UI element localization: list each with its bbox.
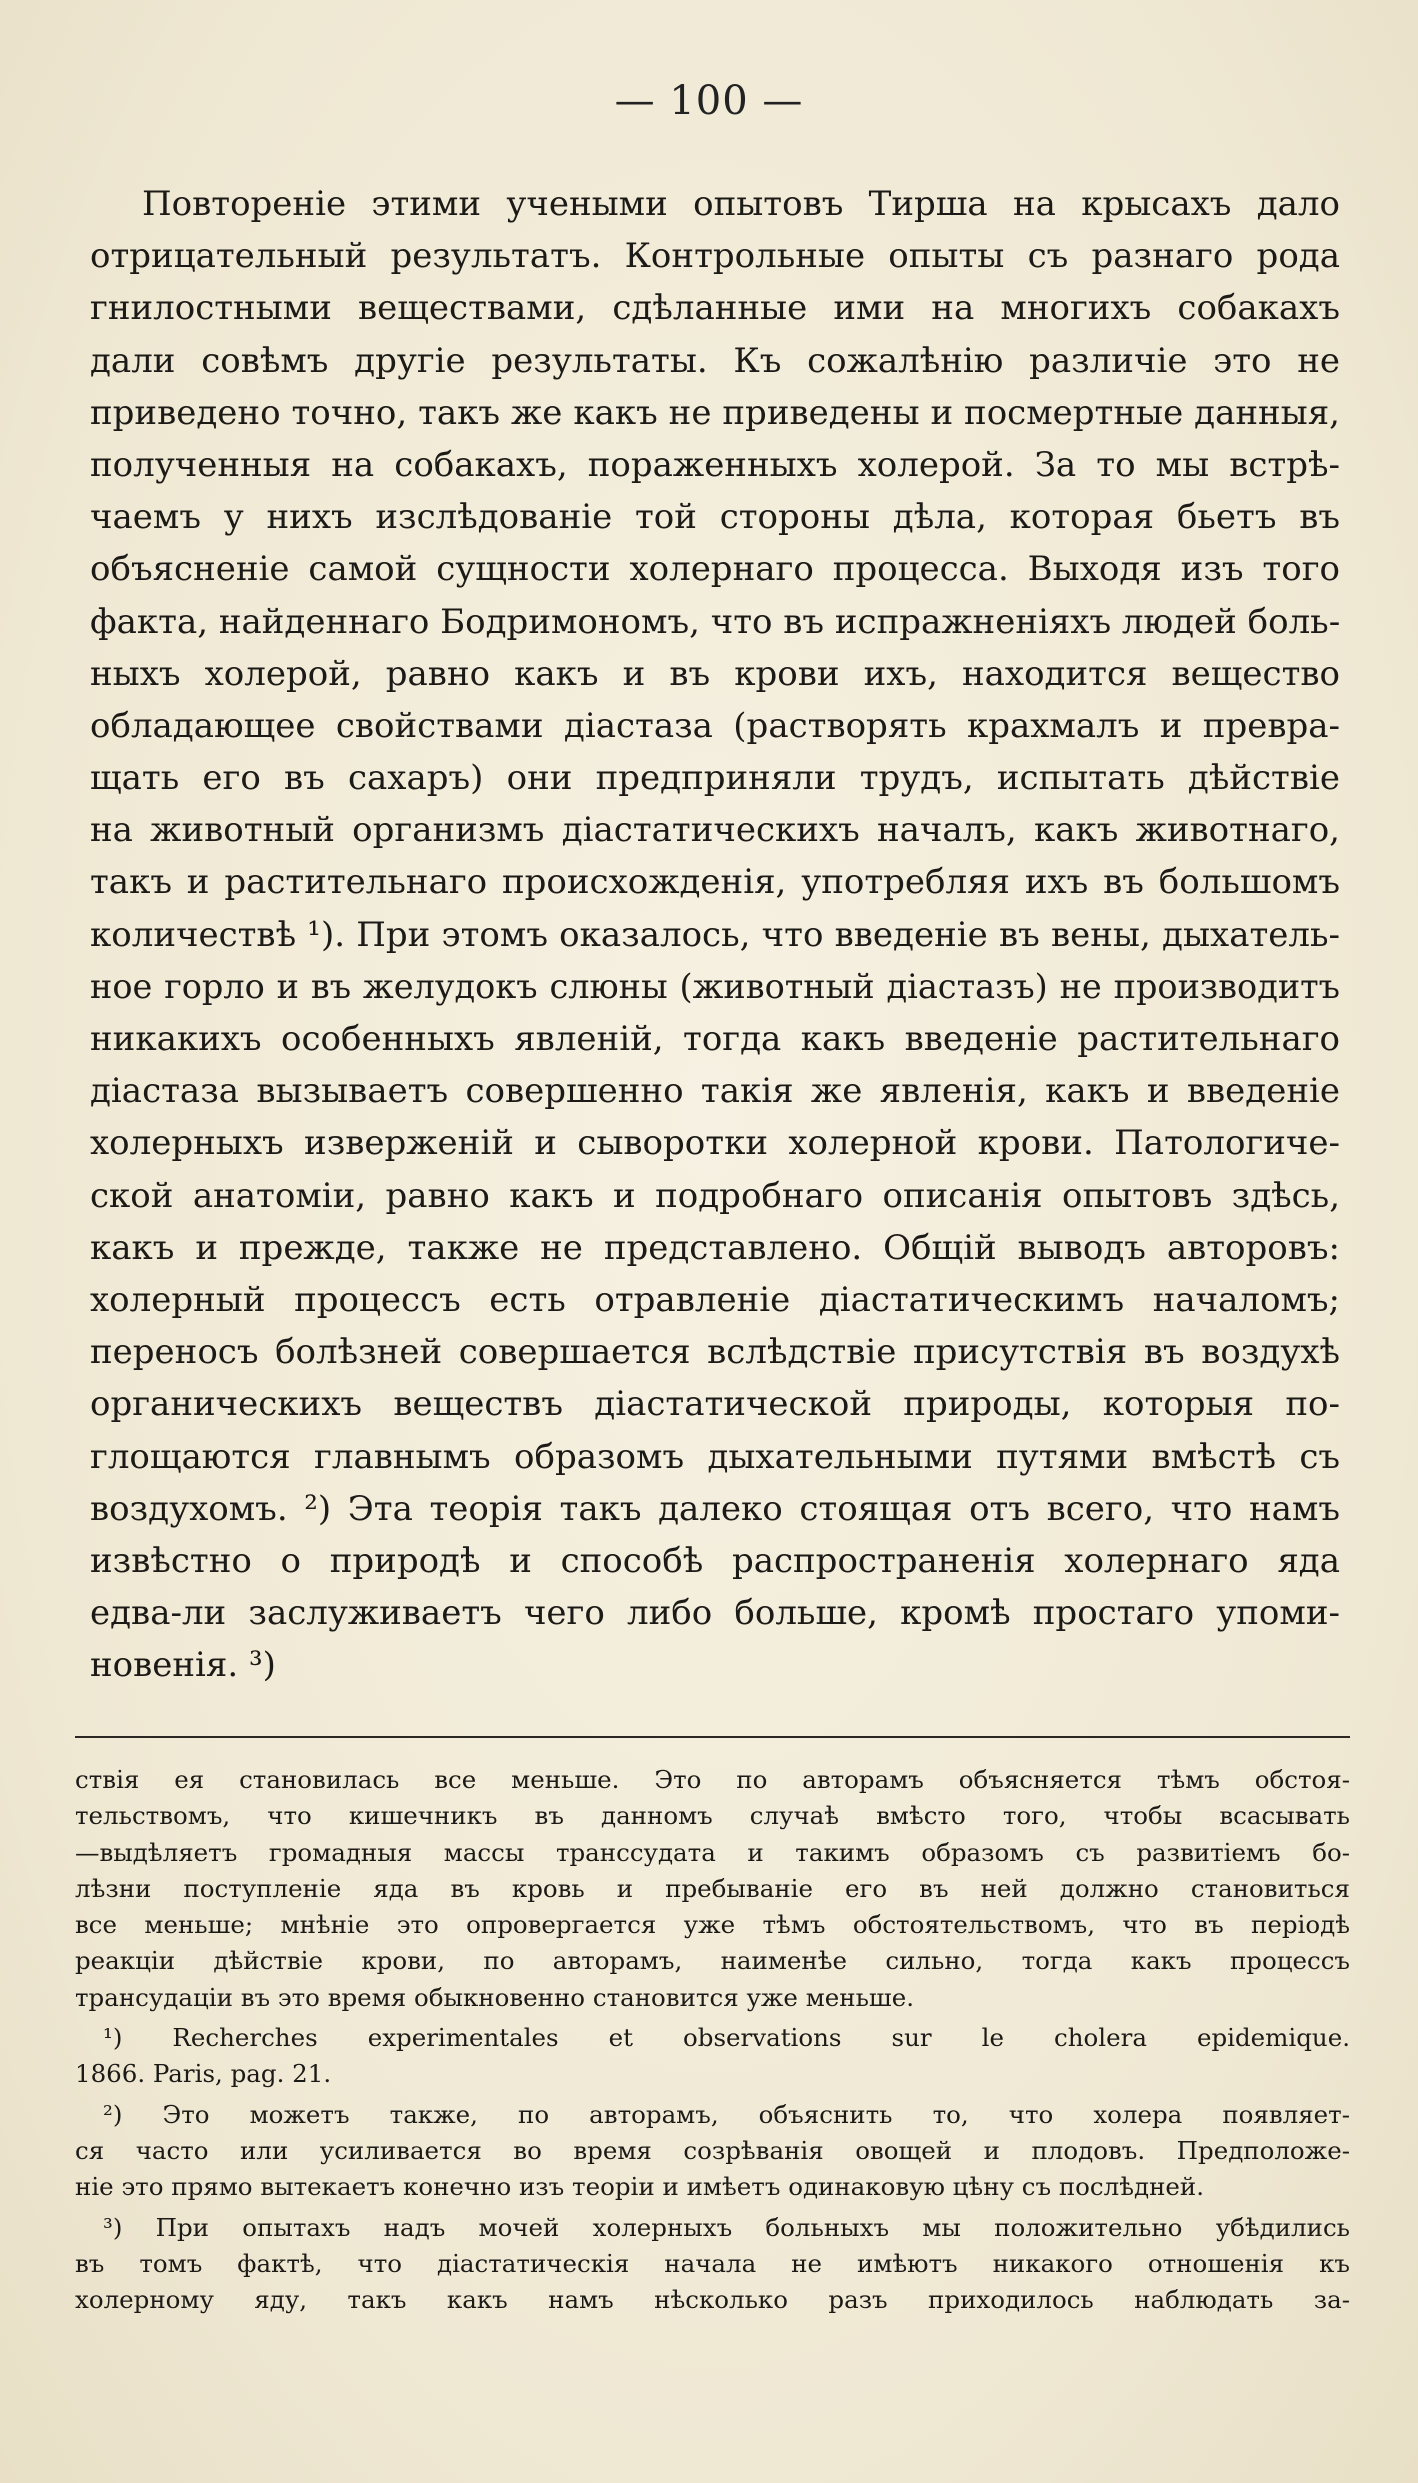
footnote-continuation xyxy=(75,1762,1350,2016)
footnote-line: ствія ея становилась все меньше. Это по авторамъ объясняется тѣмъ обстоя- xyxy=(75,1765,1350,1794)
footnote-3 xyxy=(75,2210,1350,2319)
footnote-line: реакціи дѣйствіе крови, по авторамъ, наименѣе сильно, тогда какъ процессъ xyxy=(75,1946,1350,1976)
main-text-line: извѣстно о природѣ и способѣ распространенія холернаго яда xyxy=(90,1540,1340,1581)
footnote-line: ся часто или усиливается во время созрѣванія овощей и плодовъ. Предположе- xyxy=(75,2135,1350,2165)
main-text-line: обладающее свойствами діастаза (растворять крахмалъ и превра- xyxy=(90,705,1340,746)
main-text-line: количествѣ ¹). При этомъ оказалось, что введеніе въ вены, дыхатель- xyxy=(90,914,1340,955)
main-text-line: чаемъ у нихъ изслѣдованіе той стороны дѣла, которая бьетъ въ xyxy=(90,497,1340,538)
main-text-line: такъ и растительнаго происхожденія, употребляя ихъ въ большомъ xyxy=(90,862,1340,903)
footnotes-block xyxy=(75,1762,1350,2318)
footnote-2 xyxy=(75,2097,1350,2206)
footnote-line: въ томъ фактѣ, что діастатическія начала не имѣютъ никакого отношенія къ xyxy=(75,2248,1350,2278)
main-text-line: переносъ болѣзней совершается вслѣдствіе присутствія въ воздухѣ xyxy=(90,1332,1340,1373)
footnote-1 xyxy=(75,2020,1350,2093)
main-text-line: приведено точно, такъ же какъ не приведены и посмертные данныя, xyxy=(90,392,1340,433)
page-number: — 100 — xyxy=(614,78,804,124)
footnote-line: холерному яду, такъ какъ намъ нѣсколько разъ приходилось наблюдать за- xyxy=(75,2285,1350,2315)
main-text-line: ное горло и въ желудокъ слюны (животный діастазъ) не производитъ xyxy=(90,966,1340,1006)
footnote-line: трансудаціи въ это время обыкновенно становится уже меньше. xyxy=(75,1982,914,2012)
main-text-line: гнилостными веществами, сдѣланные ими на многихъ собакахъ xyxy=(90,288,1340,329)
footnote-line: ніе это прямо вытекаетъ конечно изъ теоріи и имѣетъ одинаковую цѣну съ послѣдней. xyxy=(75,2172,1205,2202)
main-text-block xyxy=(90,178,1340,1691)
main-text-line: на животный организмъ діастатическихъ началъ, какъ животнаго, xyxy=(90,810,1340,851)
main-text-line: едва-ли заслуживаетъ чего либо больше, кромѣ простаго упоми- xyxy=(90,1593,1340,1634)
main-text-line: органическихъ веществъ діастатической природы, которыя по- xyxy=(90,1384,1340,1425)
footnote-line: ²) Это можетъ также, по авторамъ, объяснить то, что холера появляет- xyxy=(103,2099,1350,2129)
main-text-line: полученныя на собакахъ, пораженныхъ холерой. За то мы встрѣ- xyxy=(90,444,1340,485)
main-text-line: діастаза вызываетъ совершенно такія же явленія, какъ и введеніе xyxy=(90,1071,1340,1112)
main-text-line: холерныхъ изверженій и сыворотки холерной крови. Патологиче- xyxy=(90,1123,1340,1164)
footnote-line: —выдѣляетъ громадныя массы транссудата и такимъ образомъ съ развитіемъ бо- xyxy=(75,1837,1350,1867)
main-text-line: дали совѣмъ другіе результаты. Къ сожалѣнію различіе это не xyxy=(90,340,1340,381)
main-text-line: Повтореніе этими учеными опытовъ Тирша на крысахъ дало xyxy=(142,184,1340,224)
main-text-line: отрицательный результатъ. Контрольные опыты съ разнаго рода xyxy=(90,236,1340,277)
footnote-line: 1866. Paris, pag. 21. xyxy=(75,2059,332,2089)
main-text-line: никакихъ особенныхъ явленій, тогда какъ введеніе растительнаго xyxy=(90,1019,1340,1059)
footnote-line: тельствомъ, что кишечникъ въ данномъ случаѣ вмѣсто того, чтобы всасывать xyxy=(75,1801,1350,1831)
main-text-line: глощаются главнымъ образомъ дыхательными путями вмѣстѣ съ xyxy=(90,1436,1340,1477)
main-text-line: ской анатоміи, равно какъ и подробнаго описанія опытовъ здѣсь, xyxy=(90,1175,1340,1216)
main-text-line: воздухомъ. ²) Эта теорія такъ далеко стоящая отъ всего, что намъ xyxy=(90,1488,1340,1529)
main-text-line: новенія. ³) xyxy=(90,1645,276,1686)
footnote-divider xyxy=(75,1736,1350,1738)
main-text-line: холерный процессъ есть отравленіе діастатическимъ началомъ; xyxy=(90,1279,1340,1320)
footnote-line: лѣзни поступленіе яда въ кровь и пребываніе его въ ней должно становиться xyxy=(75,1873,1350,1903)
footnote-line: все меньше; мнѣніе это опровергается уже тѣмъ обстоятельствомъ, что въ періодѣ xyxy=(75,1910,1350,1940)
footnote-line: ¹) Recherches experimentales et observations sur le cholera epidemique. xyxy=(103,2023,1350,2053)
main-text-line: объясненіе самой сущности холернаго процесса. Выходя изъ того xyxy=(90,549,1340,590)
main-text-line: какъ и прежде, также не представлено. Общій выводъ авторовъ: xyxy=(90,1227,1340,1268)
footnote-line: ³) При опытахъ надъ мочей холерныхъ больныхъ мы положительно убѣдились xyxy=(103,2212,1350,2242)
main-text-line: факта, найденнаго Бодримономъ, что въ испражненіяхъ людей боль- xyxy=(90,601,1341,642)
main-text-line: щать его въ сахаръ) они предприняли трудъ, испытать дѣйствіе xyxy=(90,758,1340,799)
main-text-line: ныхъ холерой, равно какъ и въ крови ихъ, находится вещество xyxy=(90,653,1340,694)
